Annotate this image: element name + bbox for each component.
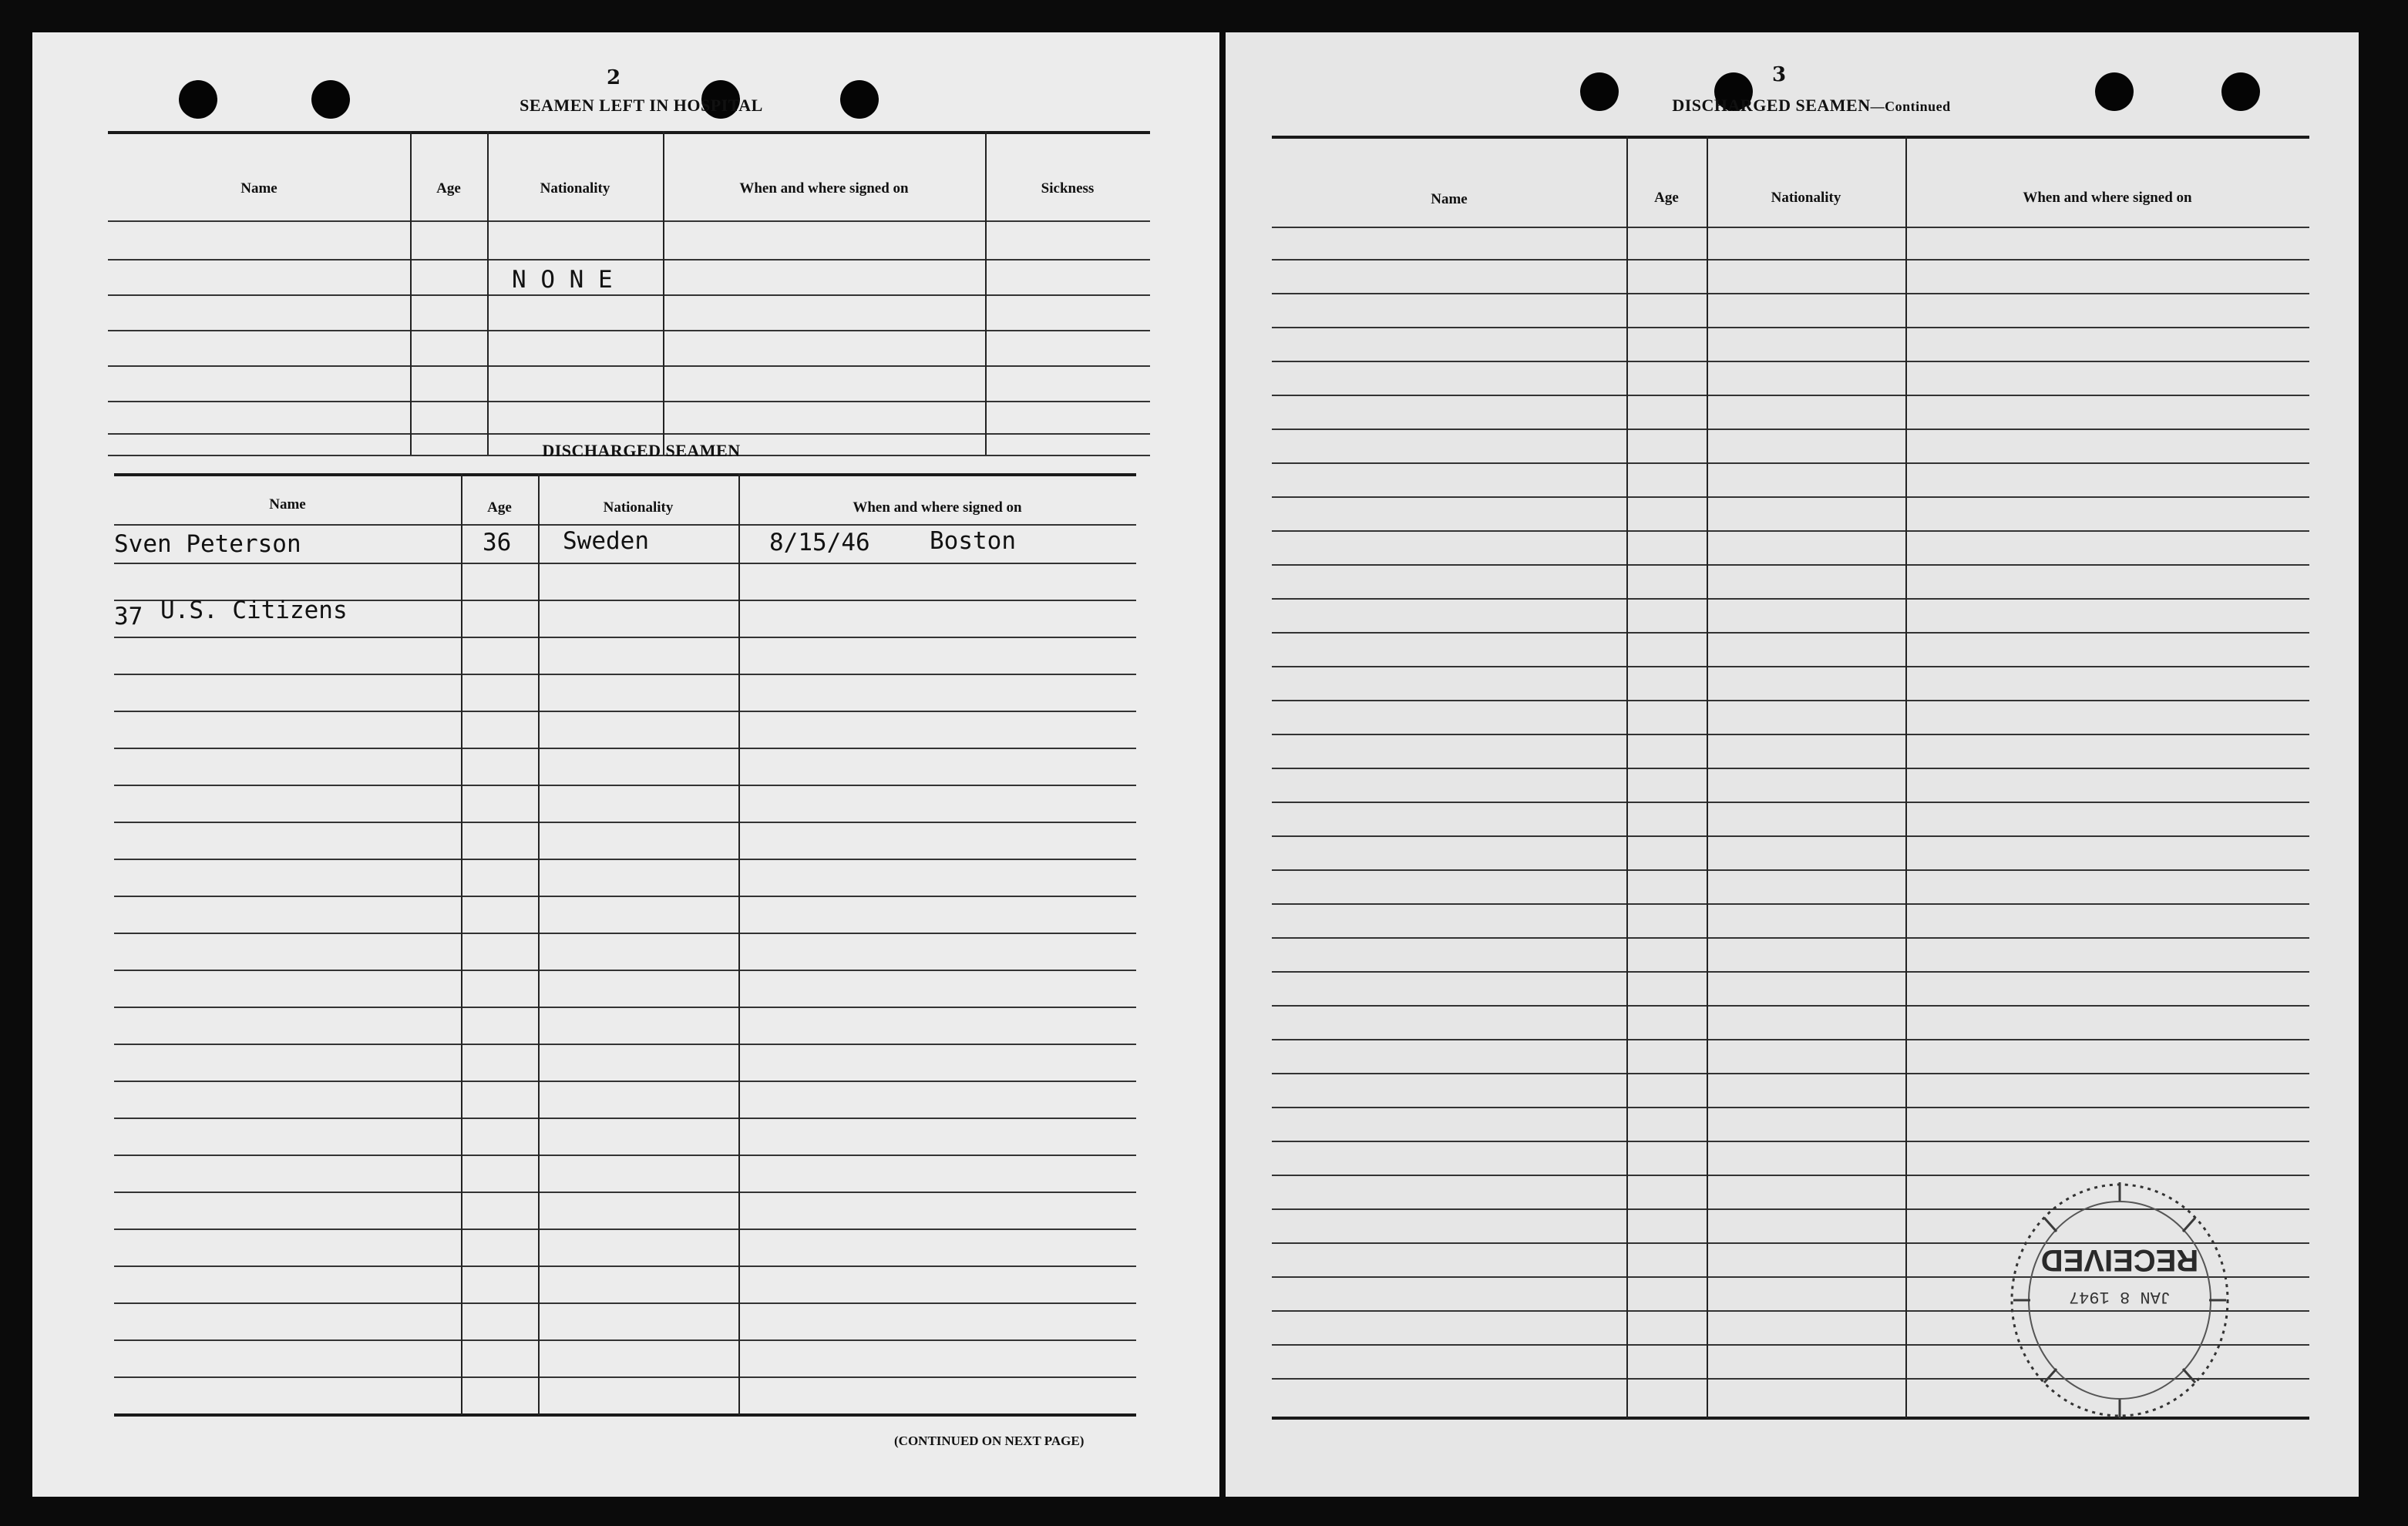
column-header-signed-on: When and where signed on (853, 499, 1022, 516)
citizen-count: 37 (114, 603, 143, 630)
column-header-signed-on: When and where signed on (2023, 190, 2192, 206)
discharged-table (114, 473, 1136, 1429)
column-header-nationality: Nationality (603, 499, 674, 516)
punch-hole (311, 80, 350, 119)
column-header-signed-on: When and where signed on (739, 180, 909, 197)
continued-footer: (CONTINUED ON NEXT PAGE) (894, 1434, 1085, 1448)
signed-on-place: Boston (930, 527, 1016, 555)
page-number: 2 (606, 66, 621, 89)
column-header-sickness: Sickness (1041, 180, 1095, 197)
stamp-date: JAN 8 1947 (2068, 1287, 2171, 1306)
punch-hole (2221, 72, 2260, 111)
signed-on-date: 8/15/46 (769, 529, 870, 556)
hospital-entry: N O N E (512, 266, 613, 294)
punch-hole (2095, 72, 2134, 111)
column-header-age: Age (436, 180, 461, 197)
page-number: 3 (1771, 63, 1787, 86)
column-header-name: Name (269, 496, 306, 513)
column-header-age: Age (487, 499, 512, 516)
column-header-name: Name (240, 180, 277, 197)
stamp-received-text: RECEIVED (2040, 1243, 2199, 1277)
column-header-nationality: Nationality (1771, 190, 1841, 206)
received-stamp (2004, 1173, 2235, 1430)
hospital-section-title: SEAMEN LEFT IN HOSPITAL (520, 96, 763, 115)
received-stamp-graphic (2004, 1173, 2235, 1427)
seaman-age: 36 (483, 529, 512, 556)
seaman-name: Sven Peterson (114, 530, 301, 558)
column-header-name: Name (1431, 191, 1468, 207)
discharged-section-title: DISCHARGED SEAMEN (542, 441, 741, 460)
hospital-table (108, 131, 1150, 455)
column-header-nationality: Nationality (540, 180, 610, 197)
right-page (1226, 32, 2359, 1497)
seaman-nationality: Sweden (563, 527, 649, 555)
right-section-title: DISCHARGED SEAMEN—Continued (1672, 96, 1951, 115)
punch-hole (179, 80, 217, 119)
citizen-label: U.S. Citizens (160, 597, 348, 624)
column-header-age: Age (1654, 190, 1679, 206)
left-page (32, 32, 1219, 1497)
